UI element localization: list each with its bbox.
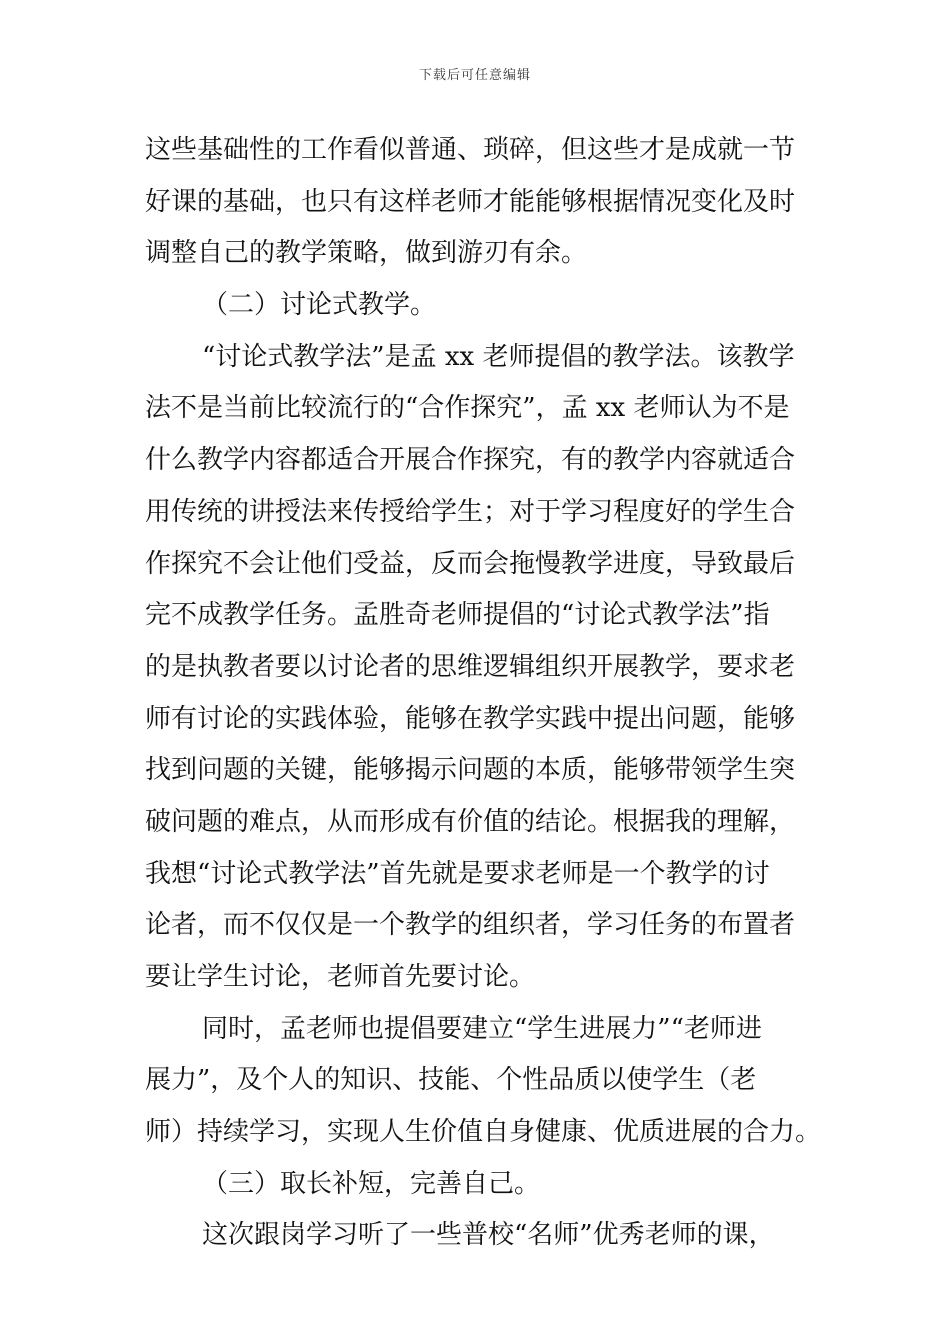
text-line: 我想“讨论式教学法”首先就是要求老师是一个教学的讨: [145, 858, 770, 889]
text-line: 调整自己的教学策略，做到游刃有余。: [145, 238, 588, 269]
text-line: 论者，而不仅仅是一个教学的组织者，学习任务的布置者: [145, 910, 796, 941]
text-line: 这些基础性的工作看似普通、琐碎，但这些才是成就一节: [145, 135, 796, 165]
text-line: 要让学生讨论，老师首先要讨论。: [145, 962, 536, 992]
text-line: 什么教学内容都适合开展合作探究，有的教学内容就适合: [145, 445, 796, 476]
text-line: 找到问题的关键，能够揭示问题的本质，能够带领学生突: [145, 755, 796, 786]
text-line: 师）持续学习，实现人生价值自身健康、优质进展的合力。: [145, 1117, 822, 1148]
text-line: 的是执教者要以讨论者的思维逻辑组织开展教学，要求老: [145, 651, 796, 682]
text-line: 法不是当前比较流行的“合作探究”，孟 xx 老师认为不是: [145, 393, 790, 424]
section-heading-3: （三）取长补短，完善自己。: [202, 1168, 541, 1199]
page-header-note: 下载后可任意编辑: [418, 68, 531, 83]
text-line: “讨论式教学法”是孟 xx 老师提倡的教学法。该教学: [202, 341, 795, 372]
text-line: 这次跟岗学习听了一些普校“名师”优秀老师的课，: [202, 1220, 775, 1251]
text-line: 同时，孟老师也提倡要建立“学生进展力”“老师进: [202, 1013, 762, 1044]
text-line: 展力”，及个人的知识、技能、个性品质以使学生（老: [145, 1065, 757, 1096]
text-line: 好课的基础，也只有这样老师才能能够根据情况变化及时: [145, 186, 796, 217]
text-line: 用传统的讲授法来传授给学生；对于学习程度好的学生合: [145, 496, 796, 527]
text-line: 师有讨论的实践体验，能够在教学实践中提出问题，能够: [145, 703, 796, 734]
section-heading-2: （二）讨论式教学。: [202, 290, 437, 321]
text-line: 完不成教学任务。孟胜奇老师提倡的“讨论式教学法”指: [145, 600, 770, 631]
text-line: 作探究不会让他们受益，反而会拖慢教学进度，导致最后: [145, 548, 796, 579]
document-body: [145, 125, 822, 1262]
text-line: 破问题的难点，从而形成有价值的结论。根据我的理解，: [145, 806, 796, 837]
